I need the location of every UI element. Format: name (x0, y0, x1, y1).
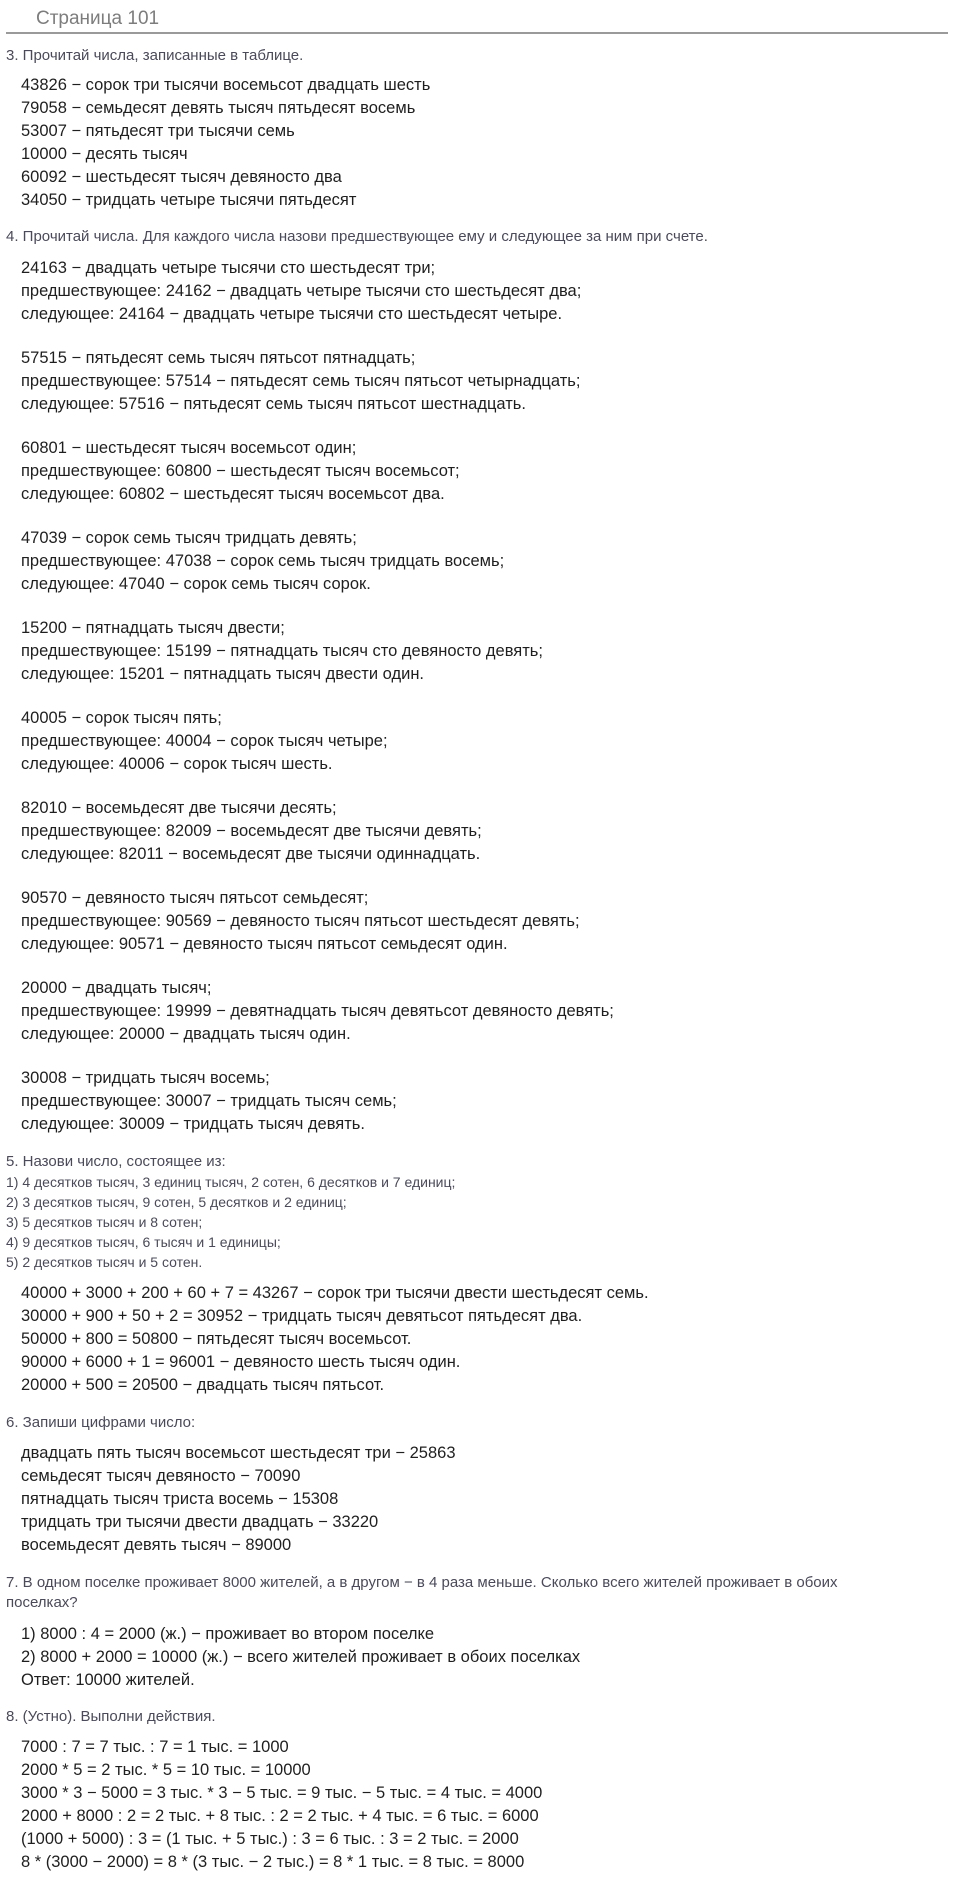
answer-line: предшествующее: 57514 − пятьдесят семь тысяч пятьсот четырнадцать; (21, 372, 581, 390)
answer-line: 57515 − пятьдесят семь тысяч пятьсот пятнадцать; (21, 349, 416, 367)
answer-line: следующее: 60802 − шестьдесят тысяч восемьсот два. (21, 485, 445, 503)
answer-line: 50000 + 800 = 50800 − пятьдесят тысяч восемьсот. (21, 1330, 412, 1348)
condition-item: 4) 9 десятков тысяч, 6 тысяч и 1 единицы; (6, 1234, 281, 1250)
answer-line: следующее: 15201 − пятнадцать тысяч двести один. (21, 665, 425, 683)
question-3-title: 3. Прочитай числа, записанные в таблице. (6, 47, 304, 64)
answer-line: предшествующее: 60800 − шестьдесят тысяч восемьсот; (21, 462, 460, 480)
question-8-title: 8. (Устно). Выполни действия. (6, 1708, 216, 1725)
answer-line: 8 * (3000 − 2000) = 8 * (3 тыс. − 2 тыс.) = 8 * 1 тыс. = 8 тыс. = 8000 (21, 1853, 525, 1871)
answer-line: 60801 − шестьдесят тысяч восемьсот один; (21, 439, 357, 457)
answer-line: 15200 − пятнадцать тысяч двести; (21, 619, 285, 637)
answer-line: следующее: 30009 − тридцать тысяч девять. (21, 1115, 365, 1133)
answer-line: следующее: 90571 − девяносто тысяч пятьсот семьдесят один. (21, 935, 508, 953)
answer-line: 79058 − семьдесят девять тысяч пятьдесят восемь (21, 99, 416, 117)
condition-item: 3) 5 десятков тысяч и 8 сотен; (6, 1214, 203, 1230)
question-7-title-cont: поселках? (6, 1594, 78, 1611)
answer-line: следующее: 57516 − пятьдесят семь тысяч пятьсот шестнадцать. (21, 395, 526, 413)
answer-line: следующее: 47040 − сорок семь тысяч сорок. (21, 575, 371, 593)
answer-line: 43826 − сорок три тысячи восемьсот двадцать шесть (21, 76, 431, 94)
answer-line: 40005 − сорок тысяч пять; (21, 709, 222, 727)
answer-line: 20000 + 500 = 20500 − двадцать тысяч пятьсот. (21, 1376, 385, 1394)
condition-item: 2) 3 десятков тысяч, 9 сотен, 5 десятков и 2 единиц; (6, 1194, 347, 1210)
answer-line: 30008 − тридцать тысяч восемь; (21, 1069, 270, 1087)
answer-line: восемьдесят девять тысяч − 89000 (21, 1536, 292, 1554)
answer-line: предшествующее: 24162 − двадцать четыре тысячи сто шестьдесят два; (21, 282, 582, 300)
answer-line: предшествующее: 47038 − сорок семь тысяч тридцать восемь; (21, 552, 505, 570)
answer-line: 82010 − восемьдесят две тысячи десять; (21, 799, 337, 817)
answer-line: 7000 : 7 = 7 тыс. : 7 = 1 тыс. = 1000 (21, 1738, 289, 1756)
answer-line: следующее: 40006 − сорок тысяч шесть. (21, 755, 333, 773)
answer-line: (1000 + 5000) : 3 = (1 тыс. + 5 тыс.) : 3 = 6 тыс. : 3 = 2 тыс. = 2000 (21, 1830, 519, 1848)
page-title: Страница 101 (36, 8, 160, 29)
condition-item: 5) 2 десятков тысяч и 5 сотен. (6, 1254, 203, 1270)
question-6-title: 6. Запиши цифрами число: (6, 1414, 196, 1431)
answer-line: 53007 − пятьдесят три тысячи семь (21, 122, 295, 140)
answer-line: 2000 * 5 = 2 тыс. * 5 = 10 тыс. = 10000 (21, 1761, 311, 1779)
answer-line: 30000 + 900 + 50 + 2 = 30952 − тридцать тысяч девятьсот пятьдесят два. (21, 1307, 583, 1325)
answer-line: 3000 * 3 − 5000 = 3 тыс. * 3 − 5 тыс. = 9 тыс. − 5 тыс. = 4 тыс. = 4000 (21, 1784, 543, 1802)
answer-line: тридцать три тысячи двести двадцать − 33220 (21, 1513, 379, 1531)
answer-line: 90000 + 6000 + 1 = 96001 − девяносто шесть тысяч один. (21, 1353, 461, 1371)
answer-line: предшествующее: 19999 − девятнадцать тысяч девятьсот девяносто девять; (21, 1002, 614, 1020)
answer-line: 24163 − двадцать четыре тысячи сто шестьдесят три; (21, 259, 436, 277)
answer-line: следующее: 20000 − двадцать тысяч один. (21, 1025, 351, 1043)
answer-line: Ответ: 10000 жителей. (21, 1671, 195, 1689)
answer-line: предшествующее: 82009 − восемьдесят две тысячи девять; (21, 822, 482, 840)
answer-line: предшествующее: 40004 − сорок тысяч четыре; (21, 732, 388, 750)
question-7-title: 7. В одном поселке проживает 8000 жителей, а в другом − в 4 раза меньше. Сколько всего жителей проживает в обоих (6, 1574, 838, 1591)
answer-line: 47039 − сорок семь тысяч тридцать девять; (21, 529, 357, 547)
answer-line: предшествующее: 30007 − тридцать тысяч семь; (21, 1092, 397, 1110)
answer-line: предшествующее: 90569 − девяносто тысяч пятьсот шестьдесят девять; (21, 912, 580, 930)
answer-line: следующее: 24164 − двадцать четыре тысячи сто шестьдесят четыре. (21, 305, 563, 323)
answer-line: 90570 − девяносто тысяч пятьсот семьдесят; (21, 889, 369, 907)
condition-item: 1) 4 десятков тысяч, 3 единиц тысяч, 2 сотен, 6 десятков и 7 единиц; (6, 1174, 456, 1190)
question-5-title: 5. Назови число, состоящее из: (6, 1153, 226, 1170)
answer-line: 20000 − двадцать тысяч; (21, 979, 212, 997)
answer-line: предшествующее: 15199 − пятнадцать тысяч сто девяносто девять; (21, 642, 543, 660)
answer-line: пятнадцать тысяч триста восемь − 15308 (21, 1490, 339, 1508)
answer-line: семьдесят тысяч девяносто − 70090 (21, 1467, 301, 1485)
question-4-title: 4. Прочитай числа. Для каждого числа назови предшествующее ему и следующее за ним при счете. (6, 228, 708, 245)
answer-line: 40000 + 3000 + 200 + 60 + 7 = 43267 − сорок три тысячи двести шестьдесят семь. (21, 1284, 649, 1302)
answer-line: 34050 − тридцать четыре тысячи пятьдесят (21, 191, 357, 209)
answer-line: 1) 8000 : 4 = 2000 (ж.) − проживает во втором поселке (21, 1625, 435, 1643)
answer-line: двадцать пять тысяч восемьсот шестьдесят три − 25863 (21, 1444, 456, 1462)
answer-line: 10000 − десять тысяч (21, 145, 188, 163)
page-header (6, 0, 948, 34)
answer-line: 60092 − шестьдесят тысяч девяносто два (21, 168, 342, 186)
answer-line: следующее: 82011 − восемьдесят две тысячи одиннадцать. (21, 845, 481, 863)
answer-line: 2000 + 8000 : 2 = 2 тыс. + 8 тыс. : 2 = 2 тыс. + 4 тыс. = 6 тыс. = 6000 (21, 1807, 539, 1825)
answer-line: 2) 8000 + 2000 = 10000 (ж.) − всего жителей проживает в обоих поселках (21, 1648, 581, 1666)
